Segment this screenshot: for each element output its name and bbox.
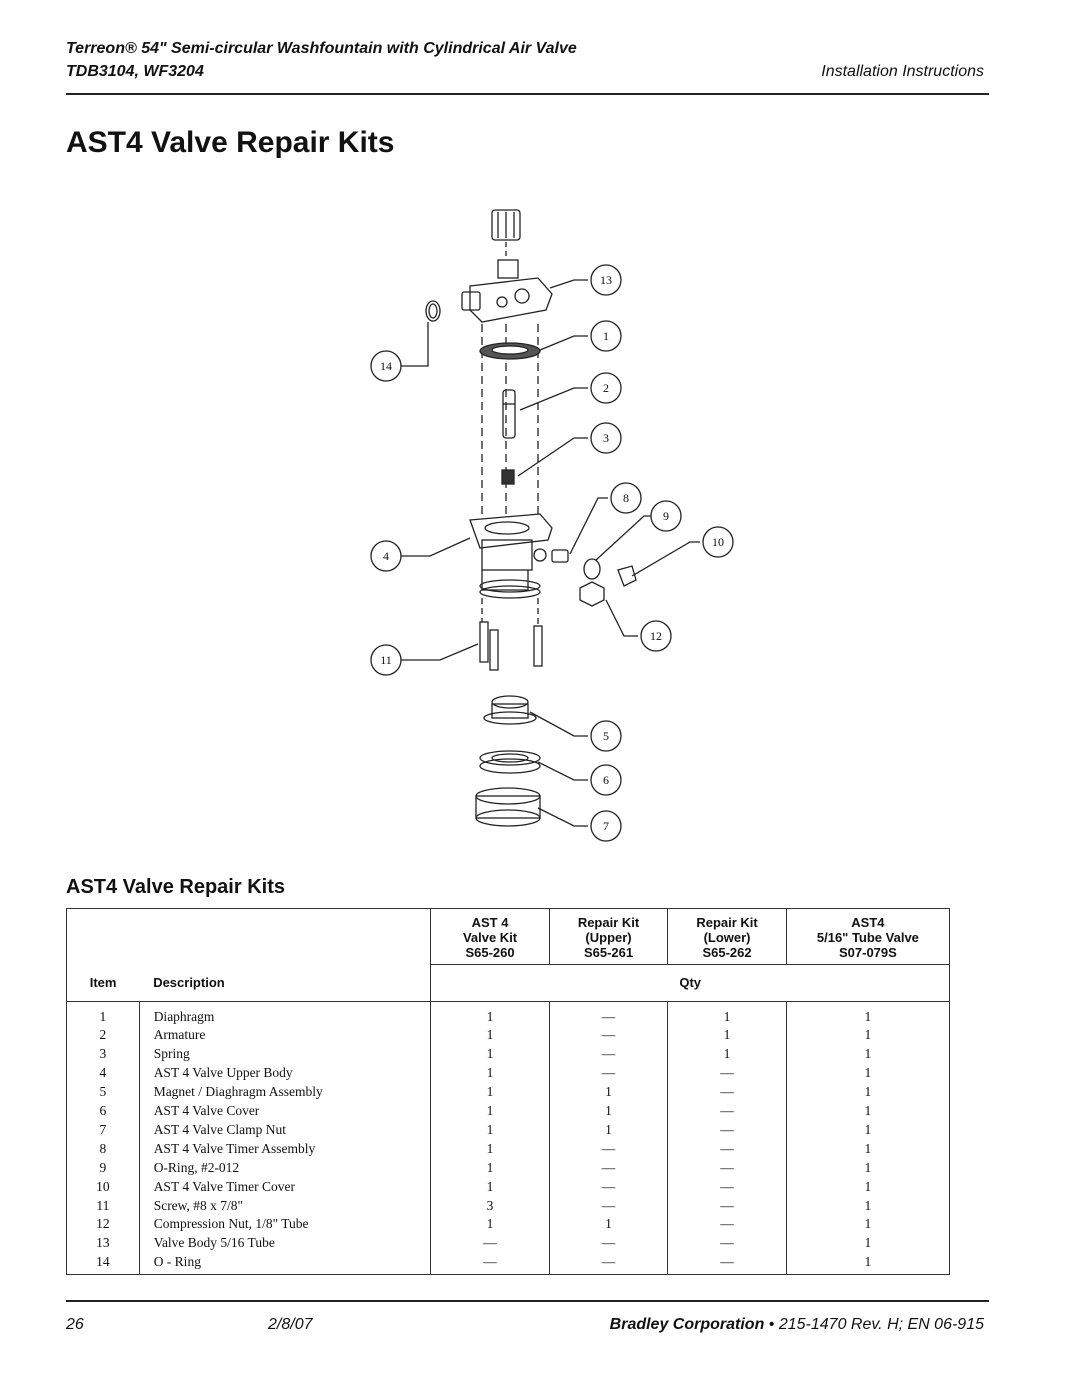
item-description: O-Ring, #2-012 <box>139 1159 431 1178</box>
callout-2: 2 <box>603 381 609 395</box>
item-description: AST 4 Valve Timer Assembly <box>139 1140 431 1159</box>
kit-col-2-line1: Repair Kit <box>549 909 668 931</box>
qty-kit-3: 1 <box>668 1045 787 1064</box>
qty-kit-1: — <box>431 1234 549 1253</box>
table-row <box>67 1045 950 1064</box>
item-description: Screw, #8 x 7/8" <box>139 1197 431 1216</box>
kit-col-4-part: S07-079S <box>786 945 949 965</box>
table-row <box>67 1140 950 1159</box>
kit-col-2-line2: (Upper) <box>549 930 668 945</box>
qty-kit-3: — <box>668 1140 787 1159</box>
item-description: O - Ring <box>139 1253 431 1274</box>
qty-kit-1: 1 <box>431 1159 549 1178</box>
qty-kit-4: 1 <box>864 1159 872 1175</box>
qty-kit-1: 1 <box>431 1215 549 1234</box>
qty-kit-3: — <box>668 1215 787 1234</box>
parts-rows <box>67 1001 950 1275</box>
table-row <box>67 1197 950 1216</box>
item-number: 6 <box>67 1102 140 1121</box>
qty-kit-4: 1 <box>864 1027 872 1043</box>
qty-kit-2: 1 <box>549 1121 668 1140</box>
item-number: 5 <box>67 1083 140 1102</box>
callout-13: 13 <box>600 273 612 287</box>
qty-kit-2: — <box>549 1197 668 1216</box>
qty-kit-3: — <box>668 1121 787 1140</box>
callout-5: 5 <box>603 729 609 743</box>
item-description: Spring <box>139 1045 431 1064</box>
qty-kit-2: 1 <box>549 1102 668 1121</box>
table-row <box>67 1234 950 1253</box>
doc-reference: • 215-1470 Rev. H; EN 06-915 <box>768 1316 984 1333</box>
qty-kit-1: — <box>431 1253 549 1274</box>
qty-kit-1: 3 <box>431 1197 549 1216</box>
qty-kit-4: 1 <box>864 1254 872 1270</box>
table-row <box>67 1102 950 1121</box>
table-row <box>67 1159 950 1178</box>
qty-kit-4: 1 <box>864 1121 872 1137</box>
qty-kit-2: — <box>549 1159 668 1178</box>
kit-col-3-part: S65-262 <box>668 945 787 965</box>
callout-12: 12 <box>650 629 662 643</box>
item-description: Armature <box>139 1026 431 1045</box>
qty-kit-3: — <box>668 1253 787 1274</box>
item-number: 1 <box>67 1001 140 1026</box>
item-description: AST 4 Valve Upper Body <box>139 1064 431 1083</box>
qty-kit-3: — <box>668 1102 787 1121</box>
header-doc-type: Installation Instructions <box>821 63 984 80</box>
kit-col-2-part: S65-261 <box>549 945 668 965</box>
header-models: TDB3104, WF3204 <box>66 63 204 80</box>
qty-kit-4: 1 <box>864 1008 872 1024</box>
kit-col-1-line1: AST 4 <box>431 909 549 931</box>
qty-kit-1: 1 <box>431 1140 549 1159</box>
table-row <box>67 1121 950 1140</box>
qty-kit-3: — <box>668 1083 787 1102</box>
qty-kit-3: — <box>668 1159 787 1178</box>
qty-kit-4: 1 <box>864 1197 872 1213</box>
qty-kit-1: 1 <box>431 1121 549 1140</box>
qty-kit-2: — <box>549 1140 668 1159</box>
callout-10: 10 <box>712 535 724 549</box>
qty-kit-3: — <box>668 1234 787 1253</box>
qty-kit-4: 1 <box>864 1065 872 1081</box>
description-header: Description <box>139 965 431 1002</box>
kit-col-3-line1: Repair Kit <box>668 909 787 931</box>
qty-kit-1: 1 <box>431 1102 549 1121</box>
item-description: AST 4 Valve Timer Cover <box>139 1178 431 1197</box>
qty-kit-2: — <box>549 1045 668 1064</box>
callout-3: 3 <box>603 431 609 445</box>
qty-kit-2: — <box>549 1178 668 1197</box>
qty-kit-2: — <box>549 1026 668 1045</box>
item-number: 3 <box>67 1045 140 1064</box>
callout-9: 9 <box>663 509 669 523</box>
qty-kit-2: — <box>549 1234 668 1253</box>
item-number: 12 <box>67 1215 140 1234</box>
table-row <box>67 1064 950 1083</box>
qty-kit-1: 1 <box>431 1178 549 1197</box>
header-rule <box>66 93 989 95</box>
footer-rule <box>66 1300 989 1302</box>
callout-8: 8 <box>623 491 629 505</box>
qty-kit-2: — <box>549 1253 668 1274</box>
item-description: AST 4 Valve Clamp Nut <box>139 1121 431 1140</box>
item-number: 8 <box>67 1140 140 1159</box>
qty-kit-1: 1 <box>431 1083 549 1102</box>
kit-header-row-2 <box>67 930 950 945</box>
qty-kit-2: — <box>549 1064 668 1083</box>
kit-col-1-line2: Valve Kit <box>431 930 549 945</box>
item-number: 10 <box>67 1178 140 1197</box>
qty-kit-1: 1 <box>431 1045 549 1064</box>
item-header: Item <box>89 975 117 990</box>
table-row <box>67 1001 950 1026</box>
item-description: Magnet / Diaghragm Assembly <box>139 1083 431 1102</box>
item-description: AST 4 Valve Cover <box>139 1102 431 1121</box>
qty-kit-3: — <box>668 1197 787 1216</box>
section-title: AST4 Valve Repair Kits <box>66 876 285 898</box>
qty-kit-3: — <box>668 1064 787 1083</box>
page-title: AST4 Valve Repair Kits <box>66 126 395 159</box>
footer-company <box>610 1316 984 1334</box>
callout-4: 4 <box>383 549 389 563</box>
qty-kit-4: 1 <box>864 1046 872 1062</box>
item-number: 9 <box>67 1159 140 1178</box>
qty-kit-3: — <box>668 1178 787 1197</box>
callout-6: 6 <box>603 773 609 787</box>
table-row <box>67 1083 950 1102</box>
item-number: 11 <box>67 1197 140 1216</box>
qty-header: Qty <box>679 975 701 991</box>
qty-kit-4: 1 <box>864 1084 872 1100</box>
qty-kit-4: 1 <box>864 1103 872 1119</box>
callout-11: 11 <box>380 653 392 667</box>
table-row <box>67 1253 950 1274</box>
footer-date: 2/8/07 <box>268 1316 313 1333</box>
kit-header-row-3 <box>67 945 950 965</box>
qty-kit-3: 1 <box>668 1001 787 1026</box>
qty-kit-4: 1 <box>864 1216 872 1232</box>
qty-kit-2: 1 <box>549 1215 668 1234</box>
item-number: 13 <box>67 1234 140 1253</box>
page-number: 26 <box>66 1316 84 1333</box>
qty-kit-2: 1 <box>549 1083 668 1102</box>
qty-kit-1: 1 <box>431 1001 549 1026</box>
callout-1: 1 <box>603 329 609 343</box>
item-number: 2 <box>67 1026 140 1045</box>
item-description: Valve Body 5/16 Tube <box>139 1234 431 1253</box>
kit-header-row-1 <box>67 909 950 931</box>
item-number: 4 <box>67 1064 140 1083</box>
callout-14: 14 <box>380 359 392 373</box>
kit-col-1-part: S65-260 <box>431 945 549 965</box>
kit-col-3-line2: (Lower) <box>668 930 787 945</box>
qty-kit-4: 1 <box>864 1178 872 1194</box>
kit-col-4-line2: 5/16" Tube Valve <box>816 930 919 945</box>
qty-kit-4: 1 <box>864 1235 872 1251</box>
exploded-valve-diagram <box>370 198 724 848</box>
item-number: 7 <box>67 1121 140 1140</box>
table-row <box>67 1215 950 1234</box>
qty-kit-3: 1 <box>668 1026 787 1045</box>
repair-kit-table <box>66 908 950 1275</box>
qty-kit-2: — <box>549 1001 668 1026</box>
item-description: Diaphragm <box>139 1001 431 1026</box>
qty-kit-1: 1 <box>431 1026 549 1045</box>
column-header-row <box>67 965 950 1002</box>
table-row <box>67 1178 950 1197</box>
company-name: Bradley Corporation <box>609 1316 765 1333</box>
qty-kit-1: 1 <box>431 1064 549 1083</box>
table-row <box>67 1026 950 1045</box>
qty-kit-4: 1 <box>864 1140 872 1156</box>
callout-7: 7 <box>603 819 609 833</box>
header-title: Terreon® 54" Semi-circular Washfountain with Cylindrical Air Valve <box>66 40 577 57</box>
kit-col-4-line1: AST4 <box>851 915 885 930</box>
item-number: 14 <box>67 1253 140 1274</box>
item-description: Compression Nut, 1/8" Tube <box>139 1215 431 1234</box>
